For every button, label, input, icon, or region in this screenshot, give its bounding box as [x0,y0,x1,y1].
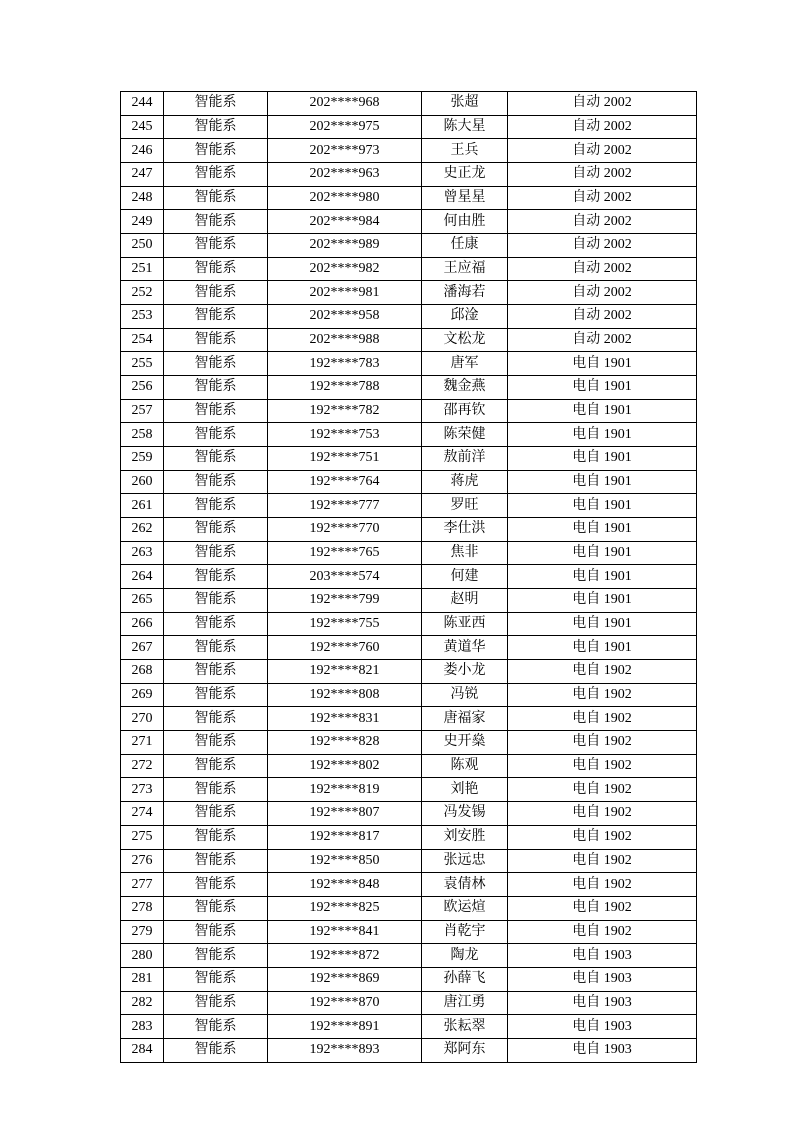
cell-department: 智能系 [164,423,268,447]
cell-department: 智能系 [164,683,268,707]
cell-department: 智能系 [164,352,268,376]
cell-name: 张超 [422,92,508,116]
cell-class: 电自 1902 [508,754,697,778]
table-row [121,423,697,447]
cell-name: 何由胜 [422,210,508,234]
cell-student_id: 192****825 [268,896,422,920]
cell-index: 268 [121,660,164,684]
cell-class: 电自 1902 [508,802,697,826]
cell-student_id: 202****975 [268,115,422,139]
table-row [121,731,697,755]
table-row [121,660,697,684]
cell-department: 智能系 [164,1038,268,1062]
table-row [121,352,697,376]
cell-department: 智能系 [164,139,268,163]
cell-name: 欧运煊 [422,896,508,920]
cell-department: 智能系 [164,328,268,352]
cell-index: 284 [121,1038,164,1062]
cell-department: 智能系 [164,210,268,234]
cell-name: 潘海若 [422,281,508,305]
cell-department: 智能系 [164,399,268,423]
student-roster-table [120,91,697,1063]
cell-class: 电自 1901 [508,636,697,660]
cell-department: 智能系 [164,612,268,636]
table-row [121,612,697,636]
cell-student_id: 202****958 [268,305,422,329]
cell-class: 电自 1901 [508,612,697,636]
cell-name: 张远忠 [422,849,508,873]
cell-class: 电自 1902 [508,660,697,684]
cell-name: 史开燊 [422,731,508,755]
cell-class: 电自 1903 [508,991,697,1015]
cell-student_id: 202****980 [268,186,422,210]
cell-index: 255 [121,352,164,376]
cell-name: 曾星星 [422,186,508,210]
cell-name: 唐军 [422,352,508,376]
cell-name: 袁倩林 [422,873,508,897]
cell-department: 智能系 [164,991,268,1015]
cell-index: 257 [121,399,164,423]
cell-index: 282 [121,991,164,1015]
cell-department: 智能系 [164,873,268,897]
table-row [121,967,697,991]
student-table-body [121,92,697,1063]
table-row [121,849,697,873]
cell-class: 电自 1901 [508,589,697,613]
table-row [121,447,697,471]
cell-department: 智能系 [164,163,268,187]
table-row [121,470,697,494]
table-row [121,683,697,707]
cell-name: 黄道华 [422,636,508,660]
cell-index: 264 [121,565,164,589]
cell-class: 自动 2002 [508,328,697,352]
cell-department: 智能系 [164,896,268,920]
cell-student_id: 192****850 [268,849,422,873]
cell-class: 自动 2002 [508,281,697,305]
cell-student_id: 202****963 [268,163,422,187]
cell-index: 274 [121,802,164,826]
cell-department: 智能系 [164,234,268,258]
cell-class: 电自 1902 [508,707,697,731]
cell-class: 电自 1901 [508,518,697,542]
cell-department: 智能系 [164,541,268,565]
cell-index: 251 [121,257,164,281]
cell-student_id: 192****828 [268,731,422,755]
cell-index: 265 [121,589,164,613]
cell-student_id: 192****848 [268,873,422,897]
cell-department: 智能系 [164,636,268,660]
cell-name: 李仕洪 [422,518,508,542]
table-row [121,210,697,234]
table-row [121,115,697,139]
table-row [121,328,697,352]
cell-department: 智能系 [164,92,268,116]
cell-index: 273 [121,778,164,802]
cell-department: 智能系 [164,376,268,400]
cell-class: 自动 2002 [508,92,697,116]
cell-name: 陈大星 [422,115,508,139]
table-row [121,518,697,542]
cell-name: 魏金燕 [422,376,508,400]
cell-student_id: 202****989 [268,234,422,258]
cell-department: 智能系 [164,281,268,305]
cell-class: 电自 1902 [508,896,697,920]
cell-class: 电自 1901 [508,470,697,494]
cell-class: 电自 1901 [508,423,697,447]
cell-class: 电自 1901 [508,494,697,518]
table-row [121,376,697,400]
table-row [121,991,697,1015]
cell-student_id: 192****751 [268,447,422,471]
cell-student_id: 192****807 [268,802,422,826]
cell-index: 248 [121,186,164,210]
cell-student_id: 192****802 [268,754,422,778]
cell-index: 270 [121,707,164,731]
cell-class: 电自 1901 [508,352,697,376]
cell-class: 电自 1902 [508,683,697,707]
table-row [121,163,697,187]
cell-class: 电自 1901 [508,541,697,565]
cell-index: 246 [121,139,164,163]
cell-name: 唐福家 [422,707,508,731]
cell-class: 电自 1902 [508,825,697,849]
cell-class: 自动 2002 [508,115,697,139]
cell-index: 277 [121,873,164,897]
cell-index: 250 [121,234,164,258]
cell-index: 275 [121,825,164,849]
cell-index: 271 [121,731,164,755]
cell-department: 智能系 [164,967,268,991]
cell-class: 自动 2002 [508,305,697,329]
cell-student_id: 202****981 [268,281,422,305]
table-row [121,565,697,589]
cell-index: 278 [121,896,164,920]
cell-name: 何建 [422,565,508,589]
cell-name: 王应福 [422,257,508,281]
cell-name: 郑阿东 [422,1038,508,1062]
cell-name: 陈观 [422,754,508,778]
cell-index: 253 [121,305,164,329]
cell-class: 电自 1901 [508,399,697,423]
cell-student_id: 192****893 [268,1038,422,1062]
cell-class: 电自 1902 [508,849,697,873]
cell-class: 自动 2002 [508,139,697,163]
cell-index: 262 [121,518,164,542]
cell-department: 智能系 [164,778,268,802]
cell-index: 249 [121,210,164,234]
cell-index: 269 [121,683,164,707]
cell-department: 智能系 [164,731,268,755]
cell-index: 244 [121,92,164,116]
cell-class: 电自 1902 [508,731,697,755]
cell-class: 自动 2002 [508,186,697,210]
cell-department: 智能系 [164,447,268,471]
cell-index: 276 [121,849,164,873]
cell-class: 电自 1903 [508,944,697,968]
cell-student_id: 202****982 [268,257,422,281]
cell-student_id: 203****574 [268,565,422,589]
table-row [121,1038,697,1062]
cell-name: 冯发锡 [422,802,508,826]
cell-name: 刘艳 [422,778,508,802]
cell-department: 智能系 [164,494,268,518]
cell-department: 智能系 [164,186,268,210]
cell-name: 赵明 [422,589,508,613]
cell-name: 肖乾宇 [422,920,508,944]
cell-department: 智能系 [164,660,268,684]
table-row [121,257,697,281]
cell-name: 罗旺 [422,494,508,518]
cell-name: 唐江勇 [422,991,508,1015]
cell-name: 孙薛飞 [422,967,508,991]
cell-department: 智能系 [164,115,268,139]
table-row [121,399,697,423]
cell-student_id: 192****764 [268,470,422,494]
cell-student_id: 202****973 [268,139,422,163]
cell-department: 智能系 [164,565,268,589]
cell-student_id: 192****799 [268,589,422,613]
cell-department: 智能系 [164,754,268,778]
cell-class: 电自 1903 [508,1015,697,1039]
cell-index: 260 [121,470,164,494]
cell-department: 智能系 [164,920,268,944]
cell-student_id: 192****817 [268,825,422,849]
cell-department: 智能系 [164,849,268,873]
cell-department: 智能系 [164,825,268,849]
cell-name: 史正龙 [422,163,508,187]
table-row [121,802,697,826]
table-row [121,281,697,305]
cell-class: 电自 1903 [508,1038,697,1062]
cell-index: 283 [121,1015,164,1039]
cell-class: 自动 2002 [508,210,697,234]
table-row [121,92,697,116]
table-row [121,234,697,258]
cell-student_id: 202****984 [268,210,422,234]
cell-class: 自动 2002 [508,257,697,281]
cell-index: 259 [121,447,164,471]
cell-name: 敖前洋 [422,447,508,471]
table-row [121,186,697,210]
cell-name: 陈荣健 [422,423,508,447]
cell-index: 261 [121,494,164,518]
cell-name: 陶龙 [422,944,508,968]
cell-student_id: 192****782 [268,399,422,423]
cell-student_id: 192****841 [268,920,422,944]
cell-class: 电自 1901 [508,565,697,589]
cell-student_id: 192****808 [268,683,422,707]
cell-department: 智能系 [164,944,268,968]
cell-class: 电自 1903 [508,967,697,991]
cell-name: 张耘翠 [422,1015,508,1039]
cell-class: 自动 2002 [508,234,697,258]
table-row [121,944,697,968]
cell-index: 267 [121,636,164,660]
table-row [121,896,697,920]
cell-class: 电自 1902 [508,920,697,944]
student-roster-table-container [120,91,696,1058]
cell-department: 智能系 [164,1015,268,1039]
table-row [121,707,697,731]
cell-name: 王兵 [422,139,508,163]
table-row [121,305,697,329]
cell-index: 266 [121,612,164,636]
table-row [121,825,697,849]
cell-student_id: 192****831 [268,707,422,731]
cell-name: 娄小龙 [422,660,508,684]
cell-student_id: 192****783 [268,352,422,376]
table-row [121,494,697,518]
cell-student_id: 192****891 [268,1015,422,1039]
cell-department: 智能系 [164,589,268,613]
cell-department: 智能系 [164,707,268,731]
cell-index: 281 [121,967,164,991]
cell-name: 邵再钦 [422,399,508,423]
cell-student_id: 202****988 [268,328,422,352]
cell-department: 智能系 [164,470,268,494]
cell-student_id: 192****869 [268,967,422,991]
cell-student_id: 192****788 [268,376,422,400]
cell-class: 电自 1901 [508,447,697,471]
cell-index: 252 [121,281,164,305]
cell-student_id: 192****777 [268,494,422,518]
cell-name: 文松龙 [422,328,508,352]
cell-student_id: 192****872 [268,944,422,968]
cell-index: 272 [121,754,164,778]
cell-index: 256 [121,376,164,400]
cell-department: 智能系 [164,257,268,281]
cell-class: 电自 1902 [508,778,697,802]
table-row [121,139,697,163]
cell-name: 邱淦 [422,305,508,329]
cell-index: 280 [121,944,164,968]
cell-name: 任康 [422,234,508,258]
table-row [121,754,697,778]
table-row [121,541,697,565]
cell-name: 刘安胜 [422,825,508,849]
cell-student_id: 202****968 [268,92,422,116]
cell-index: 258 [121,423,164,447]
cell-student_id: 192****753 [268,423,422,447]
table-row [121,636,697,660]
table-row [121,1015,697,1039]
cell-student_id: 192****760 [268,636,422,660]
table-row [121,920,697,944]
cell-department: 智能系 [164,518,268,542]
cell-student_id: 192****821 [268,660,422,684]
cell-student_id: 192****770 [268,518,422,542]
cell-class: 电自 1902 [508,873,697,897]
cell-name: 冯锐 [422,683,508,707]
cell-student_id: 192****819 [268,778,422,802]
cell-index: 247 [121,163,164,187]
cell-student_id: 192****765 [268,541,422,565]
cell-index: 279 [121,920,164,944]
cell-department: 智能系 [164,802,268,826]
cell-class: 自动 2002 [508,163,697,187]
cell-index: 254 [121,328,164,352]
cell-student_id: 192****755 [268,612,422,636]
table-row [121,589,697,613]
cell-student_id: 192****870 [268,991,422,1015]
cell-name: 焦非 [422,541,508,565]
table-row [121,778,697,802]
cell-index: 263 [121,541,164,565]
cell-class: 电自 1901 [508,376,697,400]
cell-index: 245 [121,115,164,139]
cell-name: 陈亚西 [422,612,508,636]
table-row [121,873,697,897]
cell-department: 智能系 [164,305,268,329]
cell-name: 蒋虎 [422,470,508,494]
